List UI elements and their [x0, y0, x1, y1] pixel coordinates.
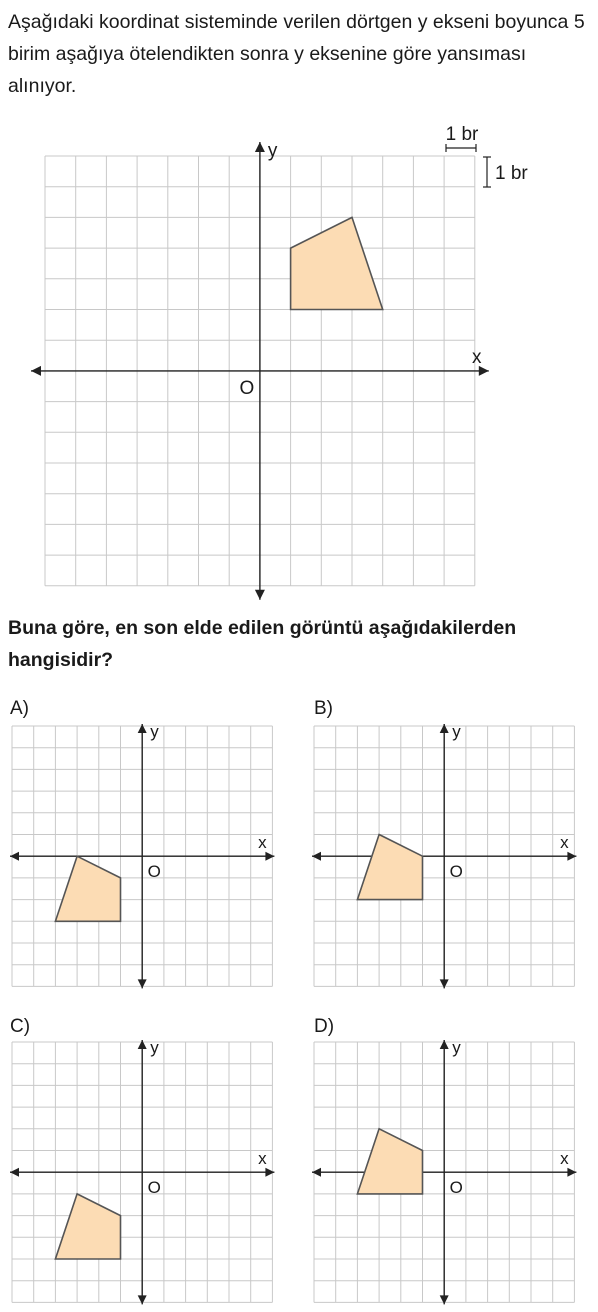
y-axis-label: y [452, 721, 461, 741]
y-axis-arrow-up-icon [138, 724, 147, 733]
x-axis-arrow-right-icon [567, 1168, 576, 1177]
option-d-letter: D) [314, 1016, 335, 1037]
quadrilateral-shape [357, 1129, 422, 1194]
x-axis-arrow-left-icon [10, 852, 19, 861]
origin-label: O [147, 862, 161, 882]
unit-x-label: 1 br [445, 124, 479, 145]
x-axis-arrow-left-icon [10, 1168, 19, 1177]
x-axis-arrow-left-icon [312, 852, 321, 861]
x-axis-arrow-right-icon [265, 852, 274, 861]
option-b-letter: B) [314, 698, 333, 719]
y-axis-arrow-down-icon [440, 1295, 449, 1304]
x-axis-arrow-left-icon [31, 366, 41, 376]
option-b-plane[interactable] [300, 718, 598, 1000]
y-axis-arrow-down-icon [255, 590, 265, 600]
option-a-letter: A) [10, 698, 29, 719]
unit-y-label: 1 br [495, 163, 528, 184]
quadrilateral-shape [55, 1194, 120, 1259]
option-a-plane[interactable] [0, 718, 290, 1000]
y-axis-arrow-down-icon [440, 979, 449, 988]
quadrilateral-shape [357, 835, 422, 900]
y-axis-arrow-down-icon [138, 979, 147, 988]
prompt-text: Buna göre, en son elde edilen görüntü aşağıdakilerden hangisidir? [8, 617, 517, 671]
origin-label: O [147, 1178, 161, 1198]
main-coordinate-plane [0, 0, 598, 600]
x-axis-arrow-left-icon [312, 1168, 321, 1177]
origin-label: O [449, 862, 463, 882]
y-axis-arrow-down-icon [138, 1295, 147, 1304]
option-d-plane[interactable] [300, 1036, 598, 1312]
option-c-plane[interactable] [0, 1036, 290, 1312]
origin-label: O [449, 1178, 463, 1198]
x-axis-label: x [472, 346, 482, 368]
quadrilateral-shape [291, 217, 383, 309]
origin-label: O [239, 377, 255, 399]
x-axis-label: x [258, 833, 267, 853]
y-axis-label: y [150, 721, 159, 741]
y-axis-label: y [452, 1037, 461, 1057]
y-axis-arrow-up-icon [255, 142, 265, 152]
y-axis-arrow-up-icon [138, 1040, 147, 1049]
y-axis-arrow-up-icon [440, 1040, 449, 1049]
option-c-letter: C) [10, 1016, 31, 1037]
y-axis-label: y [150, 1037, 159, 1057]
x-axis-label: x [560, 1149, 569, 1169]
x-axis-arrow-right-icon [567, 852, 576, 861]
x-axis-arrow-right-icon [265, 1168, 274, 1177]
x-axis-label: x [258, 1149, 267, 1169]
y-axis-arrow-up-icon [440, 724, 449, 733]
quadrilateral-shape [55, 856, 120, 921]
x-axis-label: x [560, 833, 569, 853]
question-text: Aşağıdaki koordinat sisteminde verilen dörtgen y ekseni boyunca 5 birim aşağıya ötelendikten sonra y eksenine göre yansıması alınıyor. [8, 11, 585, 97]
y-axis-label: y [267, 140, 278, 162]
